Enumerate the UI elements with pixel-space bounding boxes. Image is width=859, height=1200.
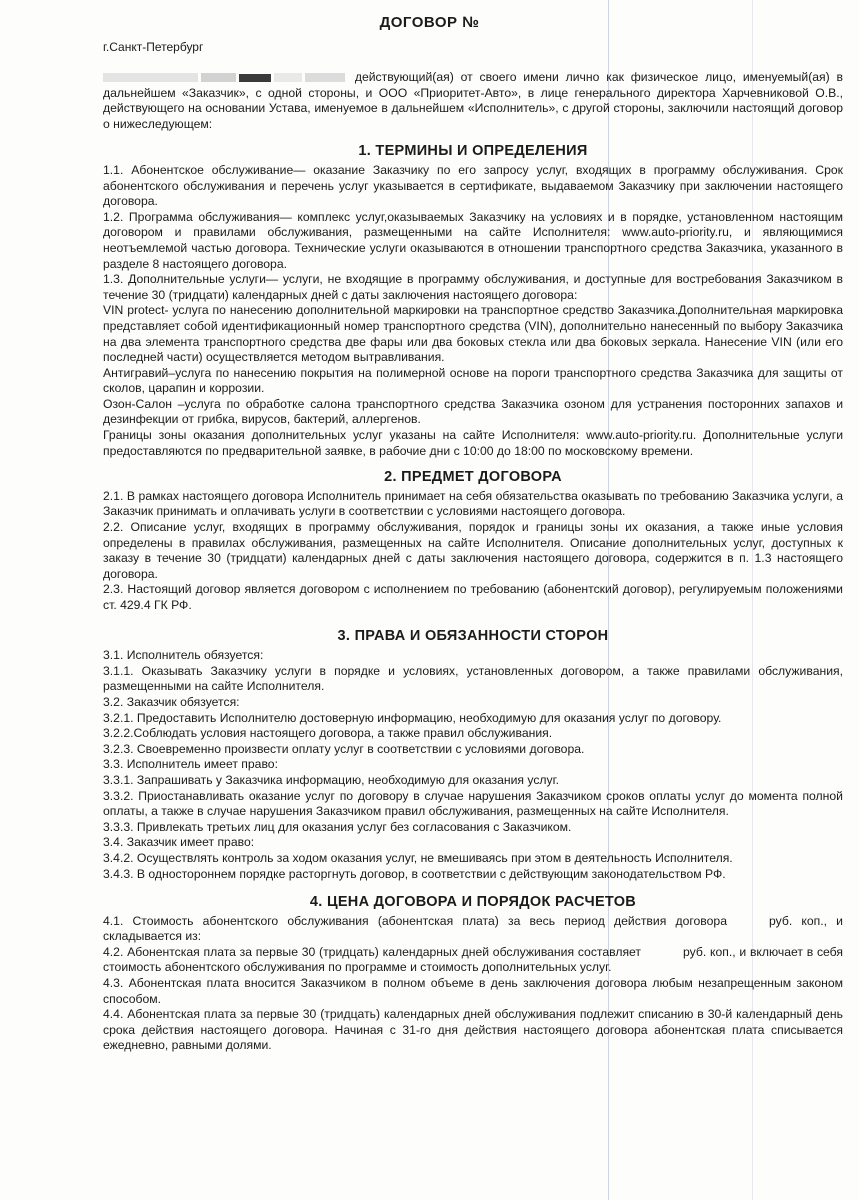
clause-2-2: 2.2. Описание услуг, входящих в программу обслуживания, порядок и границы зоны их оказания, а также иные условия определены в правилах обслуживания, размещенных на сайте Исполнителя. Описание дополнительных услуг, доступных к заказу в течение 30 (тридцати) календарных дней с даты заключения настоящего договора, содержится в п. 1.3 настоящего договора. (103, 520, 843, 581)
intro-paragraph (103, 70, 843, 132)
clause-3-3-1: 3.3.1. Запрашивать у Заказчика информацию, необходимую для оказания услуг. (103, 772, 559, 787)
document-title: ДОГОВОР № (379, 14, 480, 31)
clause-3-1-1: 3.1.1. Оказывать Заказчику услуги в порядке и условиях, установленных договором, а также правилами обслуживания, размещенными на сайте Исполнителя. (103, 663, 843, 694)
clause-antigravel: Антигравий–услуга по нанесению покрытия на полимерной основе на пороги транспортного средства Заказчика для защиты от сколов, царапин и коррозии. (103, 365, 843, 396)
redacted-name (239, 74, 271, 82)
redacted-name (103, 73, 198, 82)
redacted-name (201, 73, 236, 82)
clause-3-4-2: 3.4.2. Осуществлять контроль за ходом оказания услуг, не вмешиваясь при этом в деятельность Исполнителя. (103, 850, 733, 865)
document-body (103, 70, 843, 1054)
clause-4-1-text: 4.1. Стоимость абонентского обслуживания (абонентская плата) за весь период действия договора (103, 913, 727, 928)
clause-3-2-2: 3.2.2.Соблюдать условия настоящего договора, а также правил обслуживания. (103, 726, 553, 741)
clause-4-2 (103, 945, 843, 976)
clause-3-2: 3.2. Заказчик обязуется: (103, 694, 240, 709)
clause-ozone: Озон-Салон –услуга по обработке салона транспортного средства Заказчика озоном для устранения посторонних запахов и дезинфекции от грибка, вирусов, бактерий, аллергенов. (103, 396, 843, 427)
section-2-heading: 2. ПРЕДМЕТ ДОГОВОРА (384, 469, 562, 486)
section-3-heading: 3. ПРАВА И ОБЯЗАННОСТИ СТОРОН (337, 627, 609, 644)
clause-3-4-3: 3.4.3. В одностороннем порядке расторгнуть договор, в соответствии с действующим законодательством РФ. (103, 866, 726, 881)
clause-4-2-currency: руб. коп., и включает в себя стоимость абонентского обслуживания по программе и стоимость дополнительных услуг. (103, 944, 843, 975)
clause-2-3: 2.3. Настоящий договор является договором с исполнением по требованию (абонентский договор), регулируемым положениями ст. 429.4 ГК РФ. (103, 582, 843, 612)
clause-3-2-3: 3.2.3. Своевременно произвести оплату услуг в соответствии с условиями договора. (103, 741, 585, 756)
clause-3-4: 3.4. Заказчик имеет право: (103, 835, 255, 850)
clause-4-2-text: 4.2. Абонентская плата за первые 30 (тридцать) календарных дней обслуживания составляет (103, 944, 642, 959)
clause-4-4: 4.4. Абонентская плата за первые 30 (тридцать) календарных дней обслуживания подлежит списанию в 30-й календарный день срока действия настоящего договора. Начиная с 31-го дня действия настоящего договора абонентская плата списывается ежедневно, равными долями. (103, 1007, 843, 1053)
intro-text: действующий(ая) от своего имени лично как физическое лицо, именуемый(ая) в дальнейшем «Заказчик», с одной стороны, и ООО «Приоритет-Авто», в лице генерального директора Харчевниковой О.В., действующего на основании Устава, именуемое в дальнейшем «Исполнитель», с другой стороны, заключили настоящий договор о нижеследующем: (103, 70, 843, 131)
clause-1-1: 1.1. Абонентское обслуживание— оказание Заказчику по его запросу услуг, входящих в программу обслуживания. Срок абонентского обслуживания и перечень услуг указывается в сертификате, выдаваемом Заказчику при заключении настоящего договора. (103, 162, 843, 209)
redacted-name (274, 73, 302, 82)
clause-4-1 (103, 914, 843, 945)
clause-3-1: 3.1. Исполнитель обязуется: (103, 648, 264, 663)
clause-vin-protect: VIN protect- услуга по нанесению дополнительной маркировки на транспортное средство Заказчика.Дополнительная маркировка представляет собой идентификационный номер транспортного средства (VIN), дополнительно нанесенный по выбору Заказчика на два элемента транспортного средства две фары или два боковых стекла или два боковых зеркала. Нанесение VIN (или его последней части) осуществляется методом вытравливания. (103, 303, 843, 365)
clause-1-3: 1.3. Дополнительные услуги— услуги, не входящие в программу обслуживания, и доступные для востребования Заказчиком в течение 30 (тридцати) календарных дней с даты заключения настоящего договора: (103, 272, 843, 302)
redacted-name (305, 73, 345, 82)
clause-4-1-currency: руб. коп., и складывается из: (103, 913, 843, 944)
clause-service-zone: Границы зоны оказания дополнительных услуг указаны на сайте Исполнителя: www.auto-priority.ru. Дополнительные услуги предоставляются по предварительной заявке, в рабочие дни с 10:00 до 18:00 по московскому времени. (103, 428, 844, 458)
clause-2-1: 2.1. В рамках настоящего договора Исполнитель принимает на себя обязательства оказывать по требованию Заказчика услуги, а Заказчик принимать и оплачивать услуги в соответствии с условиями настоящего договора. (103, 488, 843, 519)
city-label: г.Санкт-Петербург (103, 40, 204, 54)
clause-3-3-2: 3.3.2. Приостанавливать оказание услуг по договору в случае нарушения Заказчиком сроков оплаты услуг до момента полной оплаты, а также в случае нарушения Заказчиком правил обслуживания, размещенных на сайте Исполнителя. (103, 788, 843, 819)
clause-3-2-1: 3.2.1. Предоставить Исполнителю достоверную информацию, необходимую для оказания услуг по договору. (103, 710, 722, 725)
section-1-heading: 1. ТЕРМИНЫ И ОПРЕДЕЛЕНИЯ (358, 143, 588, 160)
clause-3-3-3: 3.3.3. Привлекать третьих лиц для оказания услуг без согласования с Заказчиком. (103, 819, 572, 834)
clause-3-3: 3.3. Исполнитель имеет право: (103, 757, 278, 772)
clause-4-3: 4.3. Абонентская плата вносится Заказчиком в полном объеме в день заключения договора любым незапрещенным законом способом. (103, 976, 843, 1006)
section-4-heading: 4. ЦЕНА ДОГОВОРА И ПОРЯДОК РАСЧЕТОВ (309, 894, 637, 911)
clause-1-2: 1.2. Программа обслуживания— комплекс услуг,оказываемых Заказчику на условиях и в порядке, установленном настоящим договором и правилами обслуживания, размещенными на сайте Исполнителя: www.auto-priority.ru, и являющимися неотъемлемой частью договора. Технические услуги оказываются в отношении транспортного средства Заказчика, указанного в разделе 8 настоящего договора. (103, 209, 843, 271)
